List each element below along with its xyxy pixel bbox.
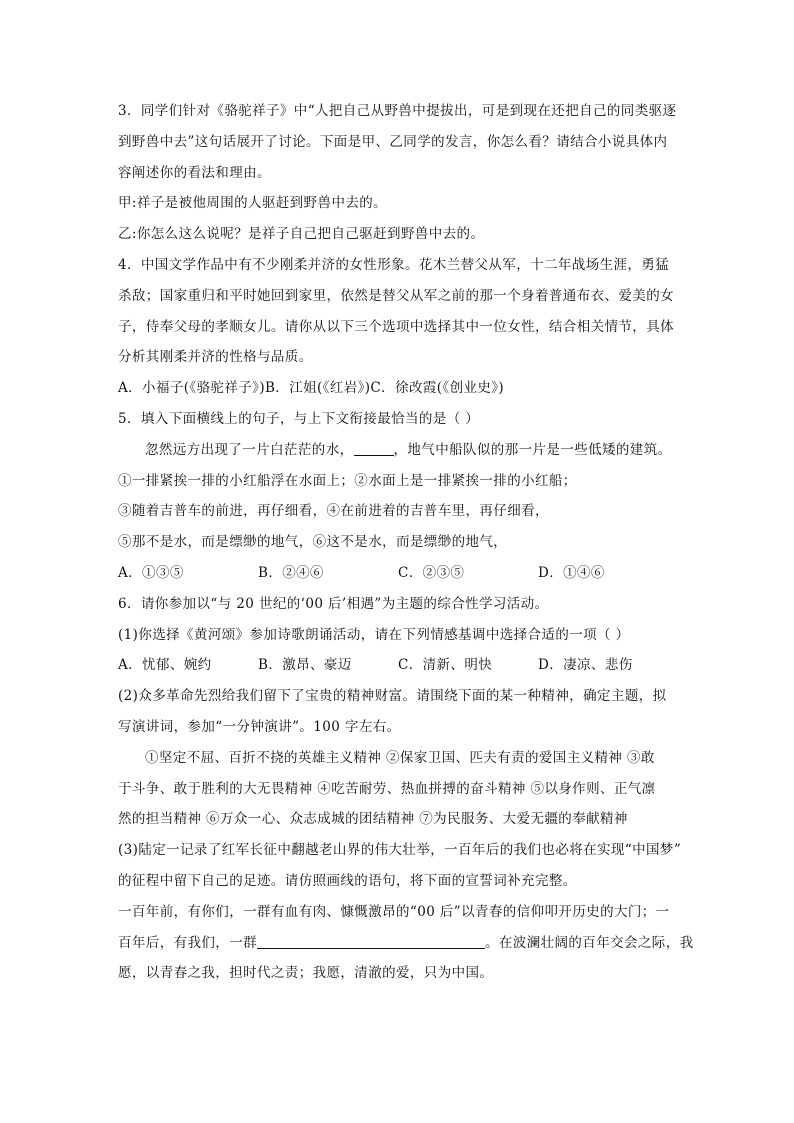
q6-part3-line-3: 一百年前，有你们，一群有血有肉、慷慨激昂的“00 后”以青春的信仰叩开历史的大门；一: [118, 903, 670, 920]
q3-line-2: 到野兽中去”这句话展开了讨论。下面是甲、乙同学的发言，你怎么看？请结合小说具体内: [118, 133, 668, 150]
q4-options: A．小福子(《骆驼祥子》)B．江姐(《红岩》)C．徐改霞(《创业史》): [118, 380, 505, 397]
q6-part3-line-4: [118, 928, 694, 959]
q5-sentence: [118, 435, 678, 466]
q6-part3-line-1: (3)陆定一记录了红军长征中翻越老山界的伟大壮举，一百年后的我们也必将在实现“中国梦”: [118, 842, 682, 859]
q6-spirit-list-line-3: 然的担当精神 ⑥万众一心、众志成城的团结精神 ⑦为民服务、大爱无疆的奉献精神: [118, 811, 628, 828]
q6-part3-line-4-after: 。在波澜壮阔的百年交会之际，我: [485, 934, 694, 951]
q6-part3-line-2: 的征程中留下自己的足迹。请仿照画线的语句，将下面的宣誓词补充完整。: [118, 872, 577, 889]
q6-spirit-list-line-2: 于斗争、敢于胜利的大无畏精神 ④吃苦耐劳、热血拼搏的奋斗精神 ⑤以身作则、正气凛: [118, 780, 656, 797]
q4-line-1: 4．中国文学作品中有不少刚柔并济的女性形象。花木兰替父从军，十二年战场生涯，勇猛: [118, 256, 670, 273]
exam-content: [118, 96, 694, 989]
q6-spirit-list-line-1: ①坚定不屈、百折不挠的英雄主义精神 ②保家卫国、匹夫有责的爱国主义精神 ③敢: [145, 749, 655, 766]
q5-stem: 5．填入下面横线上的句子，与上下文衔接最恰当的是（ ）: [118, 410, 480, 427]
q3-yi-statement: 乙:你怎么这么说呢？是祥子自己把自己驱赶到野兽中去的。: [118, 226, 485, 243]
q5-options: [118, 558, 678, 589]
q5-sentence-before: 忽然远方出现了一片白茫茫的水，: [145, 441, 354, 458]
q5-option-c: C．②③⑤: [398, 564, 465, 581]
q6-option-a: A．忧郁、婉约: [118, 657, 212, 674]
q5-choices-line-3: ⑤那不是水，而是缥缈的地气，⑥这不是水，而是缥缈的地气，: [118, 534, 508, 551]
q6-part3-line-5: 愿，以青春之我，担时代之责；我愿，清澈的爱，只为中国。: [118, 965, 494, 982]
q4-line-4: 分析其刚柔并济的性格与品质。: [118, 349, 313, 366]
q6-option-b: B．激昂、豪迈: [258, 657, 352, 674]
q6-part1-options: [118, 650, 678, 681]
q5-option-b: B．②④⑥: [258, 564, 324, 581]
q6-fill-blank: [257, 933, 485, 949]
q6-option-c: C．清新、明快: [398, 657, 493, 674]
q5-choices-line-2: ③随着吉普车的前进，再仔细看，④在前进着的吉普车里，再仔细看，: [118, 503, 549, 520]
q3-line-3: 容阐述你的看法和理由。: [118, 164, 271, 181]
q6-stem: 6．请你参加以“与 20 世纪的‘00 后’相遇”为主题的综合性学习活动。: [118, 595, 549, 612]
q5-fill-blank: [354, 440, 394, 456]
q5-choices-line-1: ①一排紧挨一排的小红船浮在水面上；②水面上是一排紧挨一排的小红船；: [118, 472, 577, 489]
q5-option-d: D．①④⑥: [538, 564, 605, 581]
q6-part2-line-1: (2)众多革命先烈给我们留下了宝贵的精神财富。请围绕下面的某一种精神，确定主题，拟: [118, 688, 667, 705]
q5-sentence-after: ，地气中船队似的那一片是一些低矮的建筑。: [393, 441, 672, 458]
q3-jia-statement: 甲:祥子是被他周围的人驱赶到野兽中去的。: [118, 195, 388, 212]
q6-part3-line-4-before: 百年后，有我们，一群: [118, 934, 257, 951]
q3-line-1: 3．同学们针对《骆驼祥子》中“人把自己从野兽中提拔出，可是到现在还把自己的同类驱逐: [118, 103, 677, 119]
q5-option-a: A．①③⑤: [118, 564, 184, 581]
q4-line-3: 子，侍奉父母的孝顺女儿。请你从以下三个选项中选择其中一位女性，结合相关情节，具体: [118, 318, 674, 335]
q6-option-d: D．凄凉、悲伤: [538, 657, 633, 674]
q6-part1: (1)你选择《黄河颂》参加诗歌朗诵活动，请在下列情感基调中选择合适的一项（ ）: [118, 626, 630, 643]
q6-part2-line-2: 写演讲词，参加“一分钟演讲”。100 字左右。: [118, 718, 401, 735]
q4-line-2: 杀敌；国家重归和平时她回到家里，依然是替父从军之前的那一个身着普通布衣、爱美的女: [118, 287, 674, 304]
